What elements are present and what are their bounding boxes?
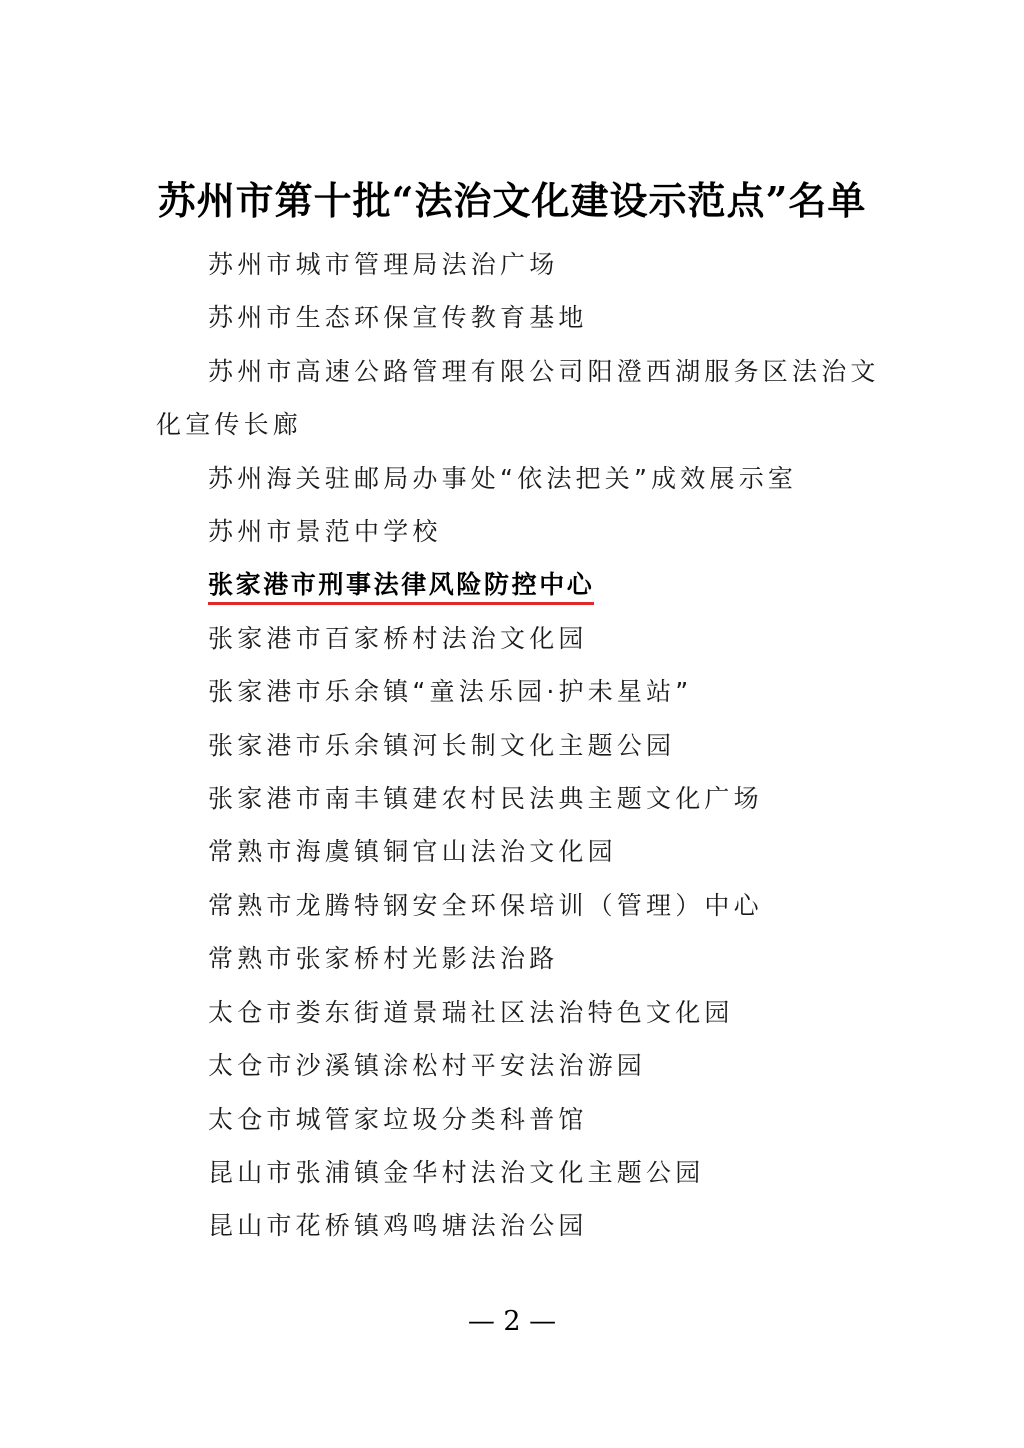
list-item: 太仓市城管家垃圾分类科普馆 [208,1104,588,1134]
highlighted-list-item [156,558,886,611]
list-item: 昆山市花桥镇鸡鸣塘法治公园 [208,1211,588,1241]
list-item: 太仓市沙溪镇涂松村平安法治游园 [208,1051,647,1081]
list-item: 昆山市张浦镇金华村法治文化主题公园 [208,1157,705,1187]
list-item: 太仓市娄东街道景瑞社区法治特色文化园 [208,997,734,1027]
list-item: 张家港市乐余镇“童法乐园·护未星站” [208,677,693,707]
list-item: 苏州市城市管理局法治广场 [208,250,559,279]
page-number: — 2 — [467,1306,557,1337]
list-item: 苏州市生态环保宣传教育基地 [208,303,588,333]
list-item: 苏州市景范中学校 [208,517,442,547]
list-item: 常熟市海虞镇铜官山法治文化园 [208,837,617,867]
list-item: 张家港市百家桥村法治文化园 [208,623,588,653]
list-item: 常熟市龙腾特钢安全环保培训（管理）中心 [208,890,763,920]
list-item: 张家港市乐余镇河长制文化主题公园 [208,730,676,760]
page-title: 苏州市第十批“法治文化建设示范点”名单 [157,178,867,224]
list-item: 苏州市高速公路管理有限公司阳澄西湖服务区法治文化宣传长廊 [156,356,880,440]
list-item: 苏州海关驻邮局办事处“依法把关”成效展示室 [208,463,798,493]
entry-list [156,238,886,1253]
list-item: 张家港市南丰镇建农村民法典主题文化广场 [208,784,763,814]
list-item: 常熟市张家桥村光影法治路 [208,944,559,974]
red-underline-text: 张家港市刑事法律风险防控中心 [208,570,594,605]
